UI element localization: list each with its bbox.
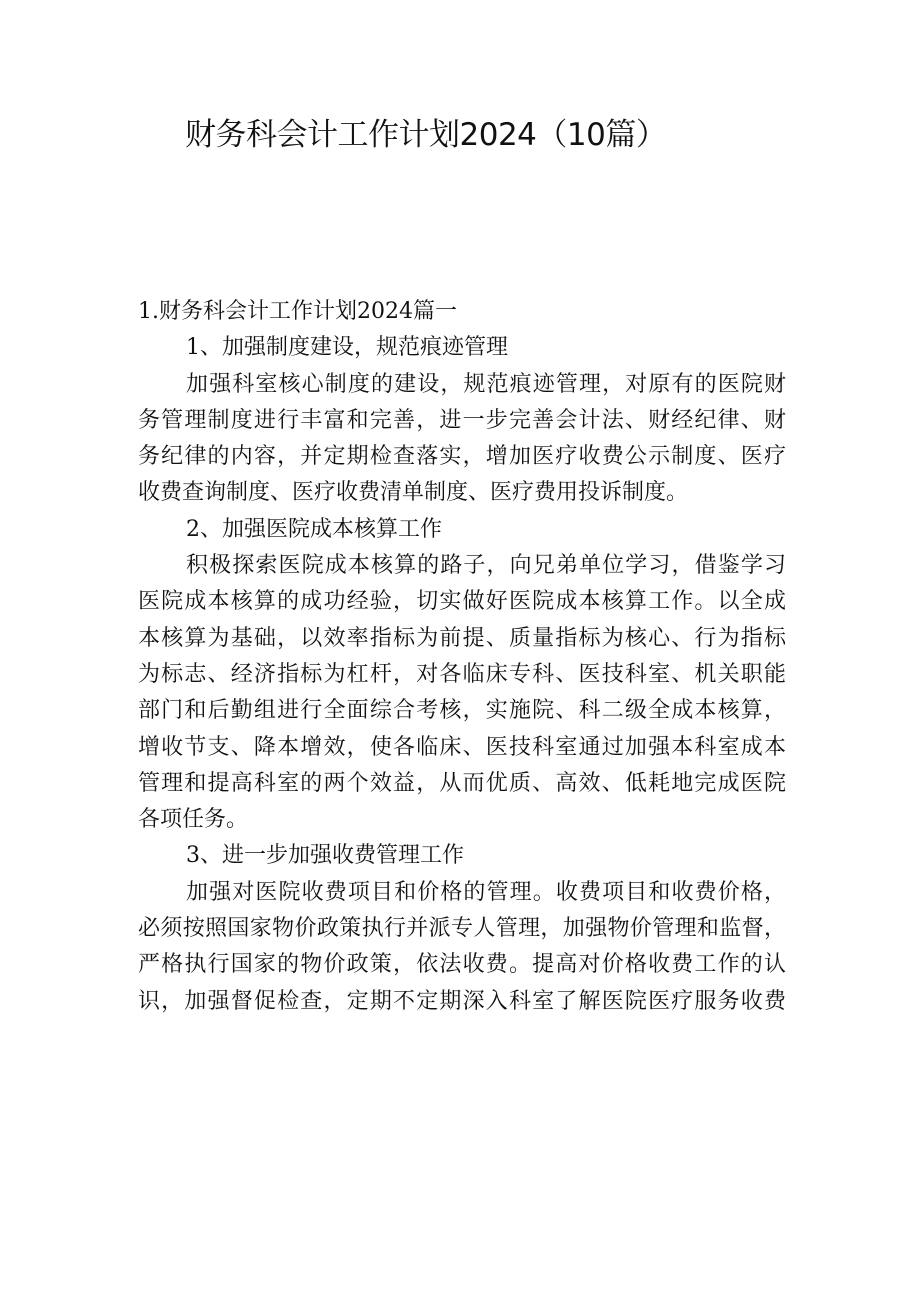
paragraph-line: 增收节支、降本增效，使各临床、医技科室通过加强本科室成本: [138, 734, 786, 760]
paragraph-line: 加强对医院收费项目和价格的管理。收费项目和收费价格，: [186, 879, 786, 905]
paragraph-line: 医院成本核算的成功经验，切实做好医院成本核算工作。以全成: [138, 589, 786, 615]
paragraph-line: 管理和提高科室的两个效益，从而优质、高效、低耗地完成医院: [138, 770, 786, 796]
paragraph-line: 收费查询制度、医疗收费清单制度、医疗费用投诉制度。: [138, 480, 689, 506]
section-heading: 1、加强制度建设，规范痕迹管理: [186, 335, 508, 361]
document-title: 财务科会计工作计划2024（10篇）: [185, 117, 667, 153]
paragraph-line: 积极探索医院成本核算的路子，向兄弟单位学习，借鉴学习: [186, 553, 786, 579]
paragraph-line: 识，加强督促检查，定期不定期深入科室了解医院医疗服务收费: [138, 988, 786, 1014]
paragraph-line: 务纪律的内容，并定期检查落实，增加医疗收费公示制度、医疗: [138, 444, 786, 470]
paragraph-line: 严格执行国家的物价政策，依法收费。提高对价格收费工作的认: [138, 952, 786, 978]
paragraph-line: 本核算为基础，以效率指标为前提、质量指标为核心、行为指标: [138, 625, 786, 651]
section-heading: 2、加强医院成本核算工作: [186, 516, 442, 542]
part-heading: 1.财务科会计工作计划2024篇一: [138, 299, 457, 324]
paragraph-line: 加强科室核心制度的建设，规范痕迹管理，对原有的医院财: [186, 371, 786, 397]
document-body: [138, 294, 786, 1020]
paragraph-line: 各项任务。: [138, 807, 249, 833]
paragraph-line: 务管理制度进行丰富和完善，进一步完善会计法、财经纪律、财: [138, 407, 786, 433]
paragraph-line: 必须按照国家物价政策执行并派专人管理，加强物价管理和监督，: [138, 916, 786, 942]
paragraph-line: 部门和后勤组进行全面综合考核，实施院、科二级全成本核算，: [138, 698, 786, 724]
paragraph-line: 为标志、经济指标为杠杆，对各临床专科、医技科室、机关职能: [138, 661, 786, 687]
section-heading: 3、进一步加强收费管理工作: [186, 843, 464, 869]
